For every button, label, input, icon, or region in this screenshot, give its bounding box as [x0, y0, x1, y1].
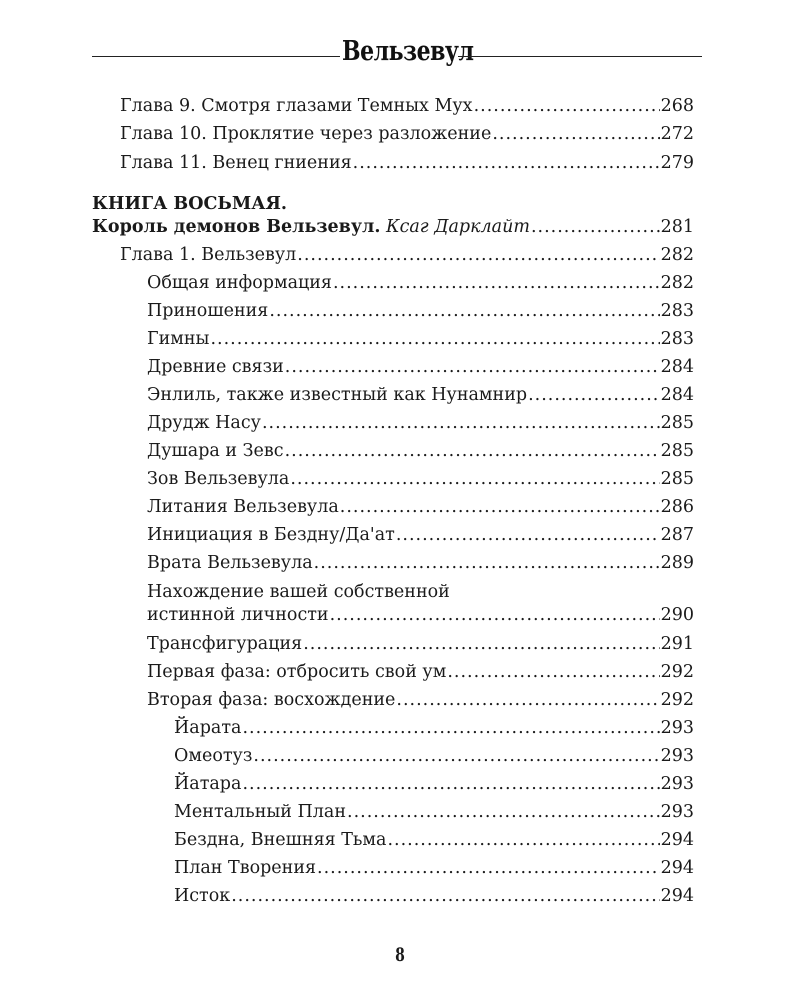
- dot-leader: [396, 524, 660, 546]
- toc-entry-label: Вторая фаза: восхождение: [147, 690, 396, 710]
- dot-leader: [285, 356, 660, 378]
- toc-entry-label: План Творения: [174, 858, 317, 878]
- toc-entry-label: Омеотуз: [174, 746, 253, 766]
- book-entry-title: Король демонов Вельзевул.: [92, 217, 381, 237]
- toc-entry-label: Йатара: [174, 774, 242, 794]
- toc-entry-label: Ментальный План: [174, 802, 346, 822]
- page-number: 8: [395, 945, 405, 967]
- toc-entry-label: Врата Вельзевула: [147, 553, 313, 573]
- dot-leader: [210, 328, 659, 350]
- dot-leader: [290, 468, 659, 490]
- dot-leader: [333, 272, 660, 294]
- toc-entry[interactable]: [147, 468, 694, 490]
- toc-entry[interactable]: [147, 552, 694, 574]
- dot-leader: [347, 801, 660, 823]
- toc-entry-book[interactable]: [92, 216, 694, 238]
- toc-entry-label: Приношения: [147, 301, 269, 321]
- toc-entry-chapter[interactable]: [120, 244, 694, 266]
- toc-entry[interactable]: [174, 801, 694, 823]
- toc-entry-page: 284: [660, 385, 694, 405]
- toc-entry-page: 268: [660, 96, 694, 116]
- toc-entry-page: 294: [660, 886, 694, 906]
- toc-entry-page: 293: [660, 774, 694, 794]
- dot-leader: [387, 829, 659, 851]
- toc-entry-page: 279: [660, 153, 694, 173]
- toc-entry-page: 283: [660, 329, 694, 349]
- toc-entry-label: Исток: [174, 886, 231, 906]
- running-header: [92, 34, 702, 74]
- toc-entry-page: 291: [660, 634, 694, 654]
- toc-entry-label: [92, 216, 530, 238]
- dot-leader: [531, 216, 660, 238]
- toc-entry-page: 285: [660, 413, 694, 433]
- toc-entry[interactable]: [147, 328, 694, 350]
- toc-entry-label: Зов Вельзевула: [147, 469, 290, 489]
- toc-entry-label: Йарата: [174, 718, 242, 738]
- toc-entry-label: Древние связи: [147, 357, 284, 377]
- toc-entry-label: Энлиль, также известный как Нунамнир: [147, 385, 528, 405]
- toc-entry[interactable]: [174, 857, 694, 879]
- toc-entry[interactable]: [174, 745, 694, 767]
- toc-entry-page: 284: [660, 357, 694, 377]
- toc-entry[interactable]: [174, 829, 694, 851]
- dot-leader: [317, 857, 660, 879]
- book-heading: КНИГА ВОСЬМАЯ.: [92, 194, 287, 214]
- book-entry-author: Ксаг Дарклайт: [386, 217, 530, 237]
- toc-entry-label: Друдж Насу: [147, 413, 261, 433]
- toc-entry-page: 282: [660, 245, 694, 265]
- toc-entry[interactable]: [174, 717, 694, 739]
- toc-entry-label: Инициация в Бездну/Да'ат: [147, 525, 395, 545]
- toc-entry-label: Душара и Зевс: [147, 441, 284, 461]
- dot-leader: [303, 633, 659, 655]
- toc-entry-label: Первая фаза: отбросить свой ум: [147, 662, 447, 682]
- toc-entry-page: 272: [660, 124, 694, 144]
- toc-entry[interactable]: [147, 661, 694, 683]
- toc-entry-page: 285: [660, 469, 694, 489]
- toc-entry-page: 286: [660, 497, 694, 517]
- toc-entry-label: Литания Вельзевула: [147, 497, 339, 517]
- toc-entry-label: Гимны: [147, 329, 210, 349]
- running-title: Вельзевул: [342, 34, 474, 68]
- dot-leader: [262, 412, 660, 434]
- dot-leader: [447, 661, 659, 683]
- dot-leader: [242, 717, 659, 739]
- toc-entry-page: 289: [660, 553, 694, 573]
- toc-entry[interactable]: [147, 604, 694, 626]
- toc-entry-page: 290: [660, 605, 694, 625]
- dot-leader: [285, 440, 660, 462]
- toc-entry[interactable]: [147, 356, 694, 378]
- toc-entry[interactable]: [120, 152, 694, 174]
- dot-leader: [492, 123, 659, 145]
- toc-entry-page: 283: [660, 301, 694, 321]
- toc-entry-page: 293: [660, 802, 694, 822]
- toc-entry[interactable]: [147, 524, 694, 546]
- toc-entry[interactable]: [147, 496, 694, 518]
- toc-entry-label: Глава 11. Венец гниения: [120, 153, 352, 173]
- toc-entry[interactable]: [174, 885, 694, 907]
- toc-entry[interactable]: [147, 384, 694, 406]
- toc-entry-page: 292: [660, 662, 694, 682]
- toc-entry-page: 285: [660, 441, 694, 461]
- toc-entry[interactable]: [147, 412, 694, 434]
- dot-leader: [242, 773, 659, 795]
- dot-leader: [314, 552, 660, 574]
- dot-leader: [297, 244, 659, 266]
- toc-entry-page: 293: [660, 746, 694, 766]
- toc-entry-label: Общая информация: [147, 273, 332, 293]
- header-rule-right: [458, 56, 702, 57]
- toc-entry-label: Глава 9. Смотря глазами Темных Мух: [120, 96, 473, 116]
- toc-entry[interactable]: [147, 272, 694, 294]
- dot-leader: [330, 604, 660, 626]
- toc-entry-label: Трансфигурация: [147, 634, 303, 654]
- toc-entry-label: Глава 1. Вельзевул: [120, 245, 297, 265]
- dot-leader: [528, 384, 660, 406]
- dot-leader: [474, 95, 660, 117]
- dot-leader: [396, 689, 659, 711]
- toc-entry-label-line1[interactable]: Нахождение вашей собственной: [147, 582, 450, 602]
- toc-entry-page: 281: [660, 217, 694, 237]
- toc-entry-label: истинной личности: [147, 605, 329, 625]
- dot-leader: [340, 496, 660, 518]
- toc-entry[interactable]: [120, 123, 694, 145]
- dot-leader: [231, 885, 659, 907]
- toc-entry[interactable]: [120, 95, 694, 117]
- toc-entry-page: 287: [660, 525, 694, 545]
- toc-entry-label: Глава 10. Проклятие через разложение: [120, 124, 492, 144]
- dot-leader: [353, 152, 660, 174]
- dot-leader: [253, 745, 659, 767]
- header-rule-left: [92, 56, 340, 57]
- toc-entry[interactable]: [147, 689, 694, 711]
- toc-entry-label: Бездна, Внешняя Тьма: [174, 830, 387, 850]
- dot-leader: [269, 300, 659, 322]
- toc-entry-page: 282: [660, 273, 694, 293]
- toc-entry[interactable]: [147, 440, 694, 462]
- toc-entry-page: 293: [660, 718, 694, 738]
- toc-entry[interactable]: [174, 773, 694, 795]
- toc-entry-page: 294: [660, 858, 694, 878]
- toc-entry-page: 292: [660, 690, 694, 710]
- toc-entry[interactable]: [147, 633, 694, 655]
- toc-entry-page: 294: [660, 830, 694, 850]
- toc-entry[interactable]: [147, 300, 694, 322]
